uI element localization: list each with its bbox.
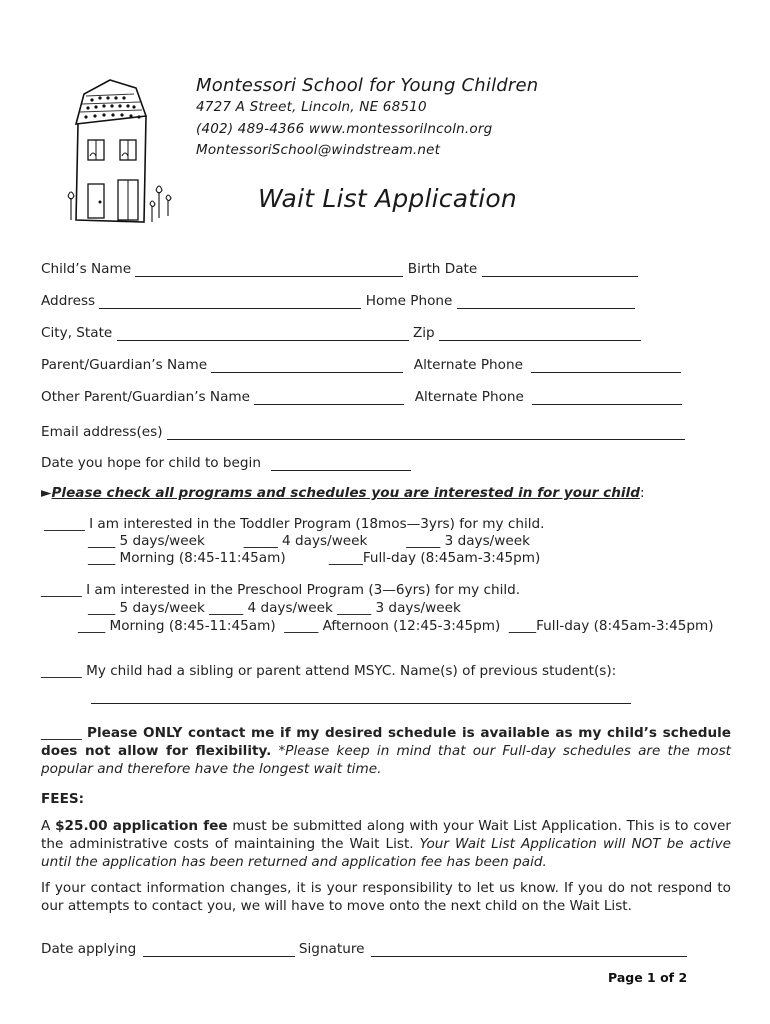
signature-field[interactable] [371, 943, 687, 957]
schoolhouse-logo [62, 76, 182, 226]
school-phone-website: (402) 489-4366 www.montessorilncoln.org [196, 121, 493, 137]
programs-instruction-text: Please check all programs and schedules you are interested in for your child [51, 485, 640, 501]
flexibility-option[interactable] [41, 724, 731, 778]
fees-warning: Your Wait List Application will NOT be active until the application has been returned and application fee has been paid. [41, 836, 731, 870]
city-state-row [41, 325, 641, 341]
school-name: Montessori School for Young Children [196, 75, 539, 96]
city-state-field[interactable] [117, 327, 409, 341]
parent-guardian-row [41, 357, 681, 373]
date-applying-label: Date applying [41, 941, 137, 957]
home-phone-field[interactable] [457, 295, 635, 309]
email-row [41, 424, 685, 440]
childs-name-label: Child’s Name [41, 261, 132, 277]
address-field[interactable] [99, 295, 361, 309]
preschool-time-options[interactable]: ____ Morning (8:45-11:45am) _____ Afternoon (12:45-3:45pm) ____Full-day (8:45am-3:45pm) [78, 618, 714, 634]
birth-date-label: Birth Date [407, 261, 478, 277]
school-email: MontessoriSchool@windstream.net [196, 142, 441, 158]
date-applying-field[interactable] [143, 943, 295, 957]
sibling-option[interactable]: ______ My child had a sibling or parent attend MSYC. Name(s) of previous student(s): [41, 663, 617, 679]
signature-row [41, 941, 687, 957]
other-parent-row [41, 389, 682, 405]
other-parent-label: Other Parent/Guardian’s Name [41, 389, 251, 405]
arrow-icon: ► [41, 485, 52, 501]
toddler-time-options[interactable]: ____ Morning (8:45-11:45am) _____Full-day (8:45am-3:45pm) [88, 550, 541, 566]
childs-name-field[interactable] [135, 263, 403, 277]
signature-label: Signature [298, 941, 365, 957]
form-title: Wait List Application [258, 184, 517, 213]
programs-instruction [41, 485, 645, 501]
school-address: 4727 A Street, Lincoln, NE 68510 [196, 99, 427, 115]
childs-name-row [41, 261, 638, 277]
start-date-field[interactable] [271, 457, 411, 471]
parent-guardian-field[interactable] [211, 359, 403, 373]
parent-guardian-label: Parent/Guardian’s Name [41, 357, 208, 373]
preschool-program-option[interactable]: ______ I am interested in the Preschool Program (3—6yrs) for my child. [41, 582, 521, 598]
fees-paragraph [41, 817, 731, 871]
alternate-phone-2-field[interactable] [532, 391, 682, 405]
start-date-row [41, 455, 411, 471]
preschool-days-options[interactable]: ____ 5 days/week _____ 4 days/week _____ 3 days/week [88, 600, 461, 616]
fees-text-b: must be submitted along with your Wait List Application. This is to cover the administrative costs of maintaining the Wait List. [41, 818, 731, 852]
alternate-phone-2-label: Alternate Phone [414, 389, 524, 405]
fees-amount: $25.00 application fee [55, 818, 228, 834]
page-number: Page 1 of 2 [608, 970, 688, 985]
toddler-days-options[interactable]: ____ 5 days/week _____ 4 days/week _____ 3 days/week [88, 533, 530, 549]
zip-field[interactable] [439, 327, 641, 341]
city-state-label: City, State [41, 325, 113, 341]
email-label: Email address(es) [41, 424, 163, 440]
flexibility-note: *Please keep in mind that our Full-day schedules are the most popular and therefore have the longest wait time. [41, 743, 731, 777]
address-label: Address [41, 293, 96, 309]
alternate-phone-field[interactable] [531, 359, 681, 373]
zip-label: Zip [412, 325, 435, 341]
birth-date-field[interactable] [482, 263, 638, 277]
other-parent-field[interactable] [254, 391, 404, 405]
flexibility-bold-text: Please ONLY contact me if my desired schedule is available as my child’s schedule does not allow for flexibility. [41, 725, 732, 759]
previous-students-field[interactable] [91, 690, 631, 704]
home-phone-label: Home Phone [365, 293, 453, 309]
flexibility-blank: ______ [41, 725, 88, 741]
instruction-colon: : [639, 485, 645, 501]
fees-text-a: A [41, 818, 56, 834]
alternate-phone-label: Alternate Phone [413, 357, 523, 373]
email-field[interactable] [167, 426, 685, 440]
toddler-program-option[interactable]: ______ I am interested in the Toddler Program (18mos—3yrs) for my child. [44, 516, 545, 532]
start-date-label: Date you hope for child to begin [41, 455, 261, 471]
fees-heading: FEES: [41, 791, 85, 807]
address-row [41, 293, 635, 309]
contact-paragraph: If your contact information changes, it is your responsibility to let us know. If you do not respond to our attempts to contact you, we will have to move onto the next child on the Wait List. [41, 880, 731, 914]
